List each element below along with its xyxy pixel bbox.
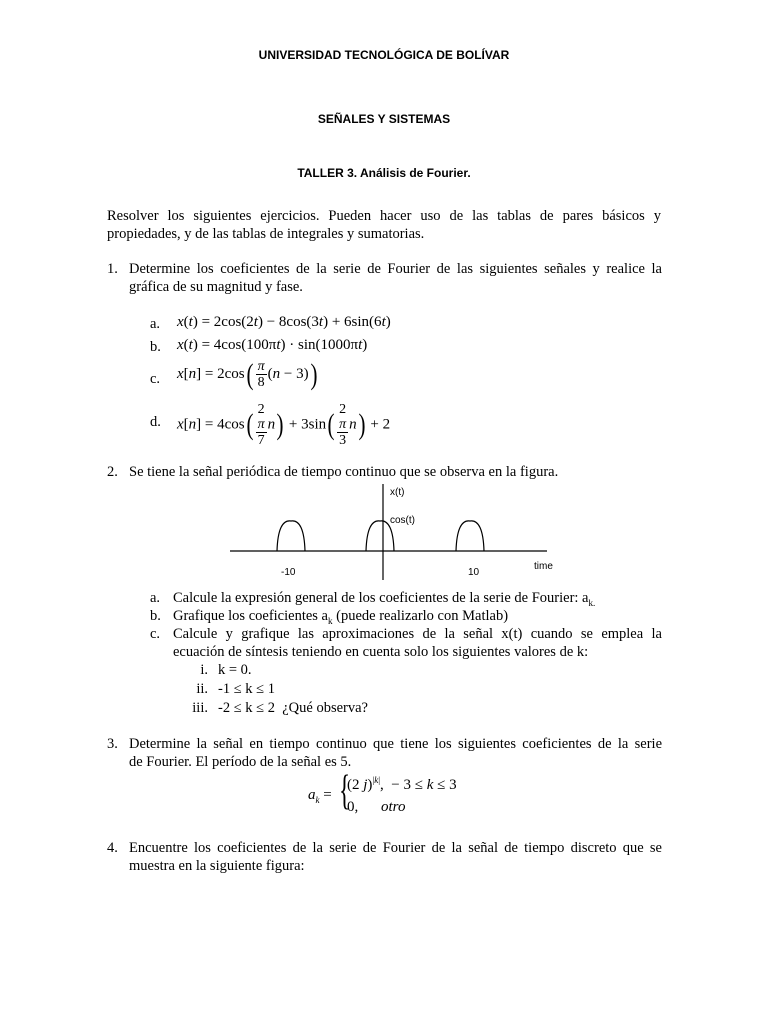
periodic-signal-figure [225, 480, 555, 580]
course-title: SEÑALES Y SISTEMAS [317, 112, 451, 126]
q2-subitem-iii-text: -2 ≤ k ≤ 2 ¿Qué observa? [218, 700, 368, 716]
q2-item-c-label: c. [150, 626, 161, 642]
q3-number: 3. [107, 736, 118, 752]
q4-text-line1: Encuentre los coeficientes de la serie de Fourier de la señal de tiempo discreto que se [129, 840, 662, 856]
q3-formula-lhs: $a_k$ = [308, 787, 332, 805]
q1-item-b-label: b. [150, 339, 161, 355]
tick-label-10: 10 [468, 567, 480, 578]
q3-case-2-cond: otro [381, 799, 406, 815]
q3-text-line1: Determine la señal en tiempo continuo que tiene los siguientes coeficientes de la serie [129, 736, 662, 752]
q2-item-c-text-line1: Calcule y grafique las aproximaciones de la señal x(t) cuando se emplea la [173, 626, 662, 642]
q1-number: 1. [107, 261, 118, 277]
q2-item-a-text [173, 590, 595, 608]
pulse-left [277, 521, 305, 551]
curve-label: cos(t) [390, 515, 415, 526]
q1-text-line1: Determine los coeficientes de la serie de Fourier de las siguientes señales y realice la [129, 261, 662, 277]
q3-brace: { [339, 768, 351, 814]
pulse-right [456, 521, 484, 551]
q1-item-c-formula: x[n] = 2cos( $\frac{\pi}{8}$ (n − 3)) [177, 357, 318, 391]
q2-subitem-ii-label: ii. [196, 681, 208, 697]
x-axis-label: time [534, 561, 553, 572]
q1-item-c-label: c. [150, 371, 161, 387]
q2-item-a-subscript: k. [588, 597, 596, 608]
q3-text-line2: de Fourier. El período de la señal es 5. [129, 754, 352, 770]
y-axis-label: x(t) [390, 487, 405, 498]
q1-text-line2: gráfica de su magnitud y fase. [129, 279, 303, 295]
q2-item-a-main: Calcule la expresión general de los coeficientes de la serie de Fourier: a [173, 590, 589, 606]
q2-item-b-main: Grafique los coeficientes a [173, 608, 328, 624]
q1-item-b-formula: x(t) = 4cos(100πt) · sin(1000πt) [177, 337, 368, 353]
q2-number: 2. [107, 464, 118, 480]
q4-text-line2: muestra en la siguiente figura: [129, 858, 305, 874]
intro-paragraph: Resolver los siguientes ejercicios. Pueden hacer uso de las tablas de pares básicos y propiedades, y de las tablas de integrales y sumatorias. [107, 208, 661, 242]
q2-text: Se tiene la señal periódica de tiempo continuo que se observa en la figura. [129, 464, 559, 480]
q1-item-a-formula: x(t) = 2cos(2t) − 8cos(3t) + 6sin(6t) [177, 314, 391, 330]
q2-item-b-text [173, 608, 508, 626]
q2-subitem-i-label: i. [200, 662, 208, 678]
university-title: UNIVERSIDAD TECNOLÓGICA DE BOLÍVAR [258, 48, 510, 62]
q1-item-d-label: d. [150, 414, 161, 430]
q1-item-d-formula: x[n] = 4cos( 2 π 7 n) + 3sin( 2 π 3 n) + 2 [177, 402, 391, 448]
q2-item-b-label: b. [150, 608, 161, 624]
q3-case-1: (2 j)$^{|k|}$, − 3 ≤ k ≤ 3 [347, 775, 457, 793]
q2-subitem-i-text: k = 0. [218, 662, 252, 678]
q3-case-2-value: 0, [347, 799, 359, 815]
q1-item-a-label: a. [150, 316, 161, 332]
q2-item-c-text-line2: ecuación de síntesis teniendo en cuenta solo los siguientes valores de k: [173, 644, 589, 660]
q2-subitem-ii-text: -1 ≤ k ≤ 1 [218, 681, 275, 697]
q2-subitem-iii-label: iii. [192, 700, 208, 716]
workshop-title: TALLER 3. Análisis de Fourier. [297, 166, 471, 180]
q2-item-a-label: a. [150, 590, 161, 606]
q2-item-b-subscript: k [328, 615, 333, 626]
q4-number: 4. [107, 840, 118, 856]
q2-item-b-tail: (puede realizarlo con Matlab) [332, 608, 509, 624]
tick-label-minus-10: -10 [281, 567, 296, 578]
